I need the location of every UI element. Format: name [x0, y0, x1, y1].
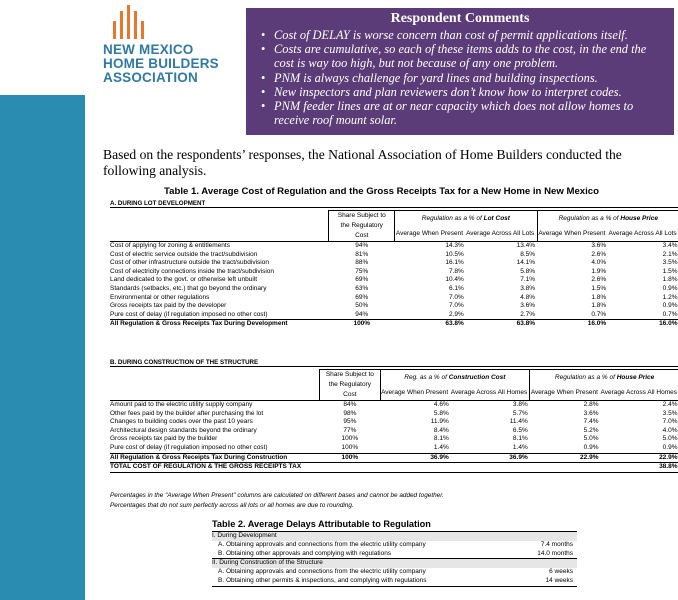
row-value: 3.6%	[591, 242, 607, 249]
header-group-lot: Regulation as a % of Lot Cost	[395, 211, 537, 227]
table2-section-2: II. During Construction of the Structure	[212, 559, 577, 568]
row-value: 0.9%	[662, 443, 678, 451]
delay-value: 14 weeks	[545, 576, 573, 584]
row-value: 11.9%	[430, 418, 449, 426]
table2-section-row	[212, 532, 577, 541]
table-row	[110, 294, 678, 303]
table2-title: Table 2. Average Delays Attributable to Regulation	[212, 519, 431, 529]
table-row	[110, 410, 678, 419]
row-value: 77%	[343, 426, 357, 434]
table2	[212, 531, 577, 587]
row-value: 7.0%	[662, 418, 678, 426]
grand-total-row	[110, 463, 678, 473]
row-value: 13.4%	[516, 242, 536, 249]
row-value: 2.6%	[591, 250, 607, 258]
header-when-present-b2: Average When Present	[530, 385, 601, 401]
row-value: 5.8%	[520, 267, 536, 275]
table1-section-b	[110, 369, 678, 473]
intro-paragraph: Based on the respondents’ responses, the National Association of Home Builders conducted the following analysis.	[103, 147, 622, 178]
row-value: 5.8%	[433, 409, 449, 417]
table-row	[110, 435, 678, 444]
comments-title: Respondent Comments	[390, 11, 530, 26]
row-value: 84%	[343, 401, 357, 408]
row-value: 5.0%	[662, 435, 678, 443]
table-row	[110, 285, 678, 294]
row-value: 4.6%	[433, 401, 449, 408]
row-value: 88%	[355, 259, 369, 267]
row-value: 1.2%	[662, 293, 678, 301]
row-value: 4.0%	[591, 259, 607, 267]
row-value: 0.9%	[583, 443, 599, 451]
row-value: 5.2%	[583, 426, 599, 434]
row-label: All Regulation & Gross Receipts Tax During Development	[110, 320, 329, 329]
row-value: 1.4%	[433, 443, 449, 451]
respondent-comments-box	[246, 8, 674, 135]
row-value: 100%	[329, 320, 395, 329]
row-value: 4.8%	[520, 293, 536, 301]
row-value: 69%	[355, 293, 369, 301]
row-label: Environmental or other regulations	[110, 293, 210, 301]
table-row	[110, 427, 678, 436]
header-across-all: Average Across All Lots	[466, 230, 535, 237]
row-value: 14.3%	[445, 242, 464, 249]
row-value: 22.9%	[600, 453, 678, 463]
comment-item: • Cost of DELAY is worse concern than cost of permit applications itself.	[274, 28, 664, 42]
table-row	[110, 242, 678, 251]
row-value: 2.7%	[520, 310, 536, 318]
header-across-all-b: Average Across All Homes	[450, 389, 528, 396]
row-value: 6.1%	[448, 284, 464, 292]
row-value: 1.5%	[591, 284, 607, 292]
row-label: Pure cost of delay (if regulation imposed no other cost)	[110, 310, 268, 318]
row-label: Pure cost of delay (if regulation imposed no other cost)	[110, 443, 268, 451]
row-value: 95%	[343, 418, 357, 426]
row-value: 7.0%	[448, 293, 464, 301]
table2-section-row	[212, 559, 577, 568]
row-value: 3.8%	[520, 284, 536, 292]
row-value: 36.9%	[380, 453, 451, 463]
table-row	[110, 401, 678, 410]
row-value: 63.8%	[395, 320, 466, 329]
association-logo	[103, 5, 248, 90]
delay-label: A. Obtaining approvals and connections from the electric utility company	[218, 568, 426, 576]
row-value: 3.5%	[662, 409, 678, 417]
table2-row	[212, 541, 577, 550]
row-value: 63.8%	[466, 320, 537, 329]
row-value: 94%	[355, 310, 369, 318]
row-value: 22.9%	[530, 453, 601, 463]
table-row	[110, 418, 678, 427]
header-group-house: Regulation as a % of House Price	[537, 211, 678, 227]
row-value: 10.5%	[445, 250, 464, 258]
table-row	[110, 268, 678, 277]
row-label: Amount paid to the electric utility supply company	[110, 401, 253, 408]
section-b-heading: B. DURING CONSTRUCTION OF THE STRUCTURE	[110, 359, 678, 367]
row-value: 0.9%	[662, 302, 678, 310]
row-value: 100%	[341, 435, 359, 443]
header-when-present-b: Average When Present	[380, 385, 451, 401]
section-a-heading: A. DURING LOT DEVELOPMENT	[110, 200, 678, 208]
row-value: 7.8%	[448, 267, 464, 275]
sidebar-band	[0, 95, 85, 600]
row-value: 69%	[355, 276, 369, 284]
row-label: Cost of other infrastructure outside the tract/subdivision	[110, 259, 269, 267]
row-label: Other fees paid by the builder after purchasing the lot	[110, 409, 264, 417]
note-1: Percentages in the "Average When Present" columns are calculated on different bases and cannot be added together.	[110, 492, 444, 499]
row-value: 7.1%	[520, 276, 536, 284]
row-value: 3.8%	[512, 401, 528, 408]
header-group-house-b: Regulation as a % of House Price	[530, 370, 678, 386]
delay-value: 6 weeks	[549, 568, 573, 576]
row-value: 8.5%	[520, 250, 536, 258]
row-value: 2.1%	[662, 250, 678, 258]
delay-value: 7.4 months	[540, 540, 573, 548]
row-value: 1.8%	[591, 293, 607, 301]
row-value: 3.5%	[662, 259, 678, 267]
comments-list	[256, 28, 664, 127]
row-value: 1.9%	[591, 267, 607, 275]
row-value: 3.4%	[662, 242, 678, 249]
total-row	[110, 320, 678, 329]
table1-section-a	[110, 210, 678, 329]
row-value: 2.4%	[662, 401, 678, 408]
row-value: 3.6%	[520, 302, 536, 310]
table-row	[110, 251, 678, 260]
row-value: 7.0%	[448, 302, 464, 310]
delay-value: 14.0 months	[537, 549, 573, 557]
row-value: 10.4%	[445, 276, 464, 284]
header-share: Share Subject to the Regulatory Cost	[329, 211, 395, 242]
table2-row	[212, 550, 577, 559]
row-value: 98%	[343, 409, 357, 417]
table2-section-1: I. During Development	[212, 532, 577, 541]
header-share-b: Share Subject to the Regulatory Cost	[320, 370, 380, 401]
table-row	[110, 311, 678, 320]
row-value: 11.4%	[509, 418, 528, 426]
row-label: Cost of electricity connections inside the tract/subdivision	[110, 267, 275, 275]
row-value: 6.5%	[512, 426, 528, 434]
table-row	[110, 259, 678, 268]
row-value: 0.7%	[662, 310, 678, 318]
row-value: 100%	[341, 443, 359, 451]
table-row	[110, 302, 678, 311]
header-group-construction: Reg. as a % of Construction Cost	[380, 370, 530, 386]
row-value: 2.6%	[591, 276, 607, 284]
table2-row	[212, 568, 577, 577]
header-across-all-2: Average Across All Lots	[608, 226, 678, 242]
delay-label: A. Obtaining approvals and connections from the electric utility company	[218, 540, 426, 548]
grand-total-label: TOTAL COST OF REGULATION & THE GROSS RECEIPTS TAX	[110, 463, 302, 471]
row-value: 81%	[355, 250, 369, 258]
note-2: Percentages that do not sum perfectly across all lots or all homes are due to rounding.	[110, 502, 354, 509]
row-label: Gross receipts tax paid by the builder	[110, 435, 218, 443]
row-label: Cost of electric service outside the tract/subdivision	[110, 250, 258, 258]
logo-wordmark: NEW MEXICO HOME BUILDERS ASSOCIATION	[103, 42, 219, 85]
table-row	[110, 444, 678, 453]
grand-total-value: 38.8%	[659, 463, 678, 471]
row-value: 1.4%	[512, 443, 528, 451]
header-across-all-b2: Average Across All Homes	[600, 385, 678, 401]
row-value: 0.7%	[591, 310, 607, 318]
comment-item: • New inspectors and plan reviewers don’t know how to interpret codes.	[274, 85, 664, 99]
row-value: 16.1%	[445, 259, 464, 267]
table2-row	[212, 577, 577, 586]
row-value: 8.1%	[433, 435, 449, 443]
row-value: 2.8%	[583, 401, 599, 408]
row-value: 0.9%	[662, 284, 678, 292]
row-value: 5.7%	[512, 409, 528, 417]
row-value: 8.4%	[433, 426, 449, 434]
row-label: Gross receipts tax paid by the developer	[110, 302, 227, 310]
header-when-present: Average When Present	[395, 226, 466, 242]
comment-item: • PNM is always challenge for yard lines and building inspections.	[274, 71, 664, 85]
row-value: 63%	[355, 284, 369, 292]
row-value: 4.0%	[662, 426, 678, 434]
table1-title: Table 1. Average Cost of Regulation and the Gross Receipts Tax for a New Home in New Mexico	[163, 186, 599, 197]
row-value: 14.1%	[516, 259, 536, 267]
row-value: 100%	[320, 453, 380, 463]
row-value: 75%	[355, 267, 369, 275]
table-row	[110, 276, 678, 285]
row-value: 1.5%	[662, 267, 678, 275]
row-value: 36.9%	[451, 453, 530, 463]
comment-item: • Costs are cumulative, so each of these items adds to the cost, in the end the cost is way too high, but not because of any one problem.	[274, 42, 664, 70]
total-row	[110, 453, 678, 463]
logo-flame-icon	[111, 5, 151, 41]
table1-notes	[110, 491, 444, 511]
row-label: Architectural design standards beyond the ordinary	[110, 426, 257, 434]
row-value: 3.6%	[583, 409, 599, 417]
row-value: 2.9%	[448, 310, 464, 318]
row-value: 8.1%	[512, 435, 528, 443]
comment-item: • PNM feeder lines are at or near capacity which does not allow homes to receive roof mount solar.	[274, 99, 664, 127]
row-label: Standards (setbacks, etc.) that go beyond the ordinary	[110, 284, 267, 292]
delay-label: B. Obtaining other permits & inspections, and complying with regulations	[218, 576, 427, 584]
header-when-present-2: Average When Present	[537, 226, 608, 242]
row-label: Land dedicated to the govt. or otherwise left unbuilt	[110, 276, 258, 284]
row-value: 16.0%	[537, 320, 608, 329]
row-value: 7.4%	[583, 418, 599, 426]
delay-label: B. Obtaining other approvals and complying with regulations	[218, 549, 392, 557]
row-value: 5.0%	[583, 435, 599, 443]
row-value: 1.8%	[662, 276, 678, 284]
row-value: 16.0%	[608, 320, 678, 329]
row-value: 1.8%	[591, 302, 607, 310]
row-label: Changes to building codes over the past 10 years	[110, 418, 253, 426]
row-value: 50%	[355, 302, 369, 310]
row-value: 94%	[355, 242, 369, 249]
row-label: Cost of applying for zoning & entitlements	[110, 242, 230, 249]
row-label: All Regulation & Gross Receipts Tax During Construction	[110, 453, 320, 463]
